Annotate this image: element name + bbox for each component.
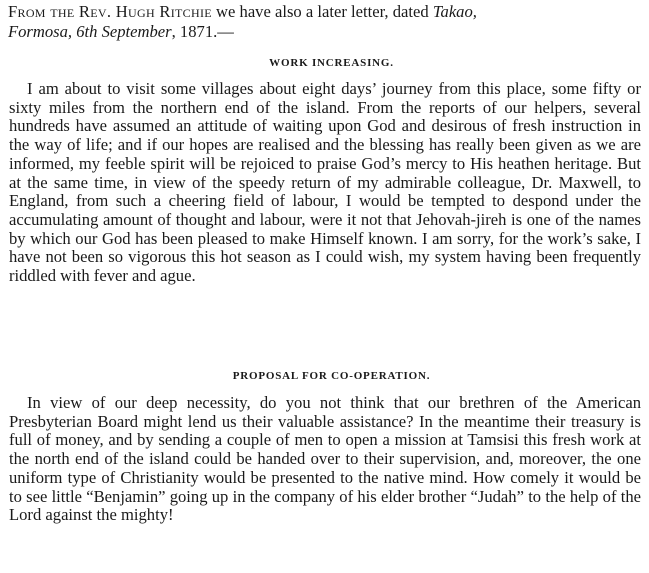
paragraph-proposal: In view of our deep necessity, do you not think that our brethren of the American Presbyterian Board might lend us their valuable assistance? In the meantime their treasury is full of money, and by sending a couple of men to open a mission at Tamsisi this fresh work at the north end of the island could be handed over to their supervision, and, moreover, the one uniform type of Christianity would be presented to the native mind. How comely it would be to see little “Benjamin” going up in the company of his elder brother “Judah” to the help of the Lord against the mighty! — [9, 393, 641, 525]
letter-intro — [8, 2, 644, 42]
intro-line-two — [8, 22, 644, 42]
letter-author: From the Rev. Hugh Ritchie — [8, 2, 212, 21]
intro-text: we have also a later letter, dated — [211, 2, 433, 21]
section-heading-proposal: PROPOSAL FOR CO-OPERATION. — [232, 370, 431, 382]
paragraph-work-increasing: I am about to visit some villages about eight days’ journey from this place, some fifty or sixty miles from the northern end of the island. From the reports of our helpers, several hundreds have assumed an attitude of waiting upon God and desirous of fresh instruction in the way of life; and if our hopes are realised and the blessing has really been given as we are informed, my feeble spirit will be rejoiced to praise God’s mercy to His heathen heritage. But at the same time, in view of the speedy return of my admirable colleague, Dr. Maxwell, to England, from such a cheering field of labour, I would be tempted to despond under the accumulating amount of thought and labour, were it not that Jehovah-jireh is one of the names by which our God has been pleased to make Himself known. I am sorry, for the work’s sake, I have not been so vigorous this hot season as I could wish, my system having been frequently riddled with fever and ague. — [9, 79, 641, 286]
intro-place-takao: Takao, — [432, 2, 477, 21]
intro-place-formosa: Formosa, 6th September — [8, 22, 172, 41]
intro-date-tail: , 1871.— — [171, 22, 234, 41]
section-heading-work-increasing: WORK INCREASING. — [269, 57, 394, 69]
